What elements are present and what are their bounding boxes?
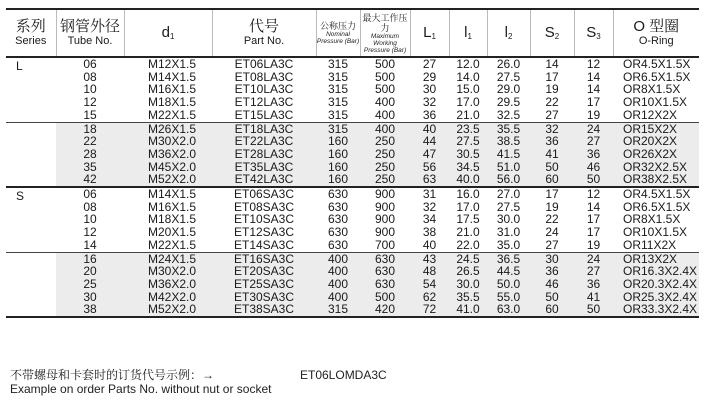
cell-value: OR15X2X bbox=[623, 121, 678, 136]
max-pressure-cell bbox=[360, 122, 410, 187]
cell-value: 14 bbox=[586, 82, 601, 97]
cell-value: 315 bbox=[327, 107, 349, 122]
cell-value: 160 bbox=[327, 159, 349, 174]
cell-value: 19 bbox=[545, 199, 559, 214]
cell-value: 27 bbox=[586, 264, 601, 279]
part-no-cell bbox=[212, 122, 316, 187]
cell-value: 34 bbox=[422, 212, 437, 227]
cell-value: 50 bbox=[586, 302, 601, 317]
cell-value: 38 bbox=[83, 302, 97, 317]
nominal-pressure-cell bbox=[316, 187, 360, 252]
cell-value: 24.5 bbox=[456, 251, 480, 266]
cell-value: 30.5 bbox=[456, 146, 480, 161]
order-note-en: Example on order Parts No. without nut or socket bbox=[10, 382, 272, 396]
cell-value: 38.5 bbox=[496, 134, 521, 149]
header-max-pressure: 最大工作压力 Maximum Working Pressure (Bar) bbox=[360, 9, 410, 57]
cell-value: 48 bbox=[422, 264, 437, 279]
cell-value: 250 bbox=[374, 159, 396, 174]
cell-value: 35.0 bbox=[496, 237, 521, 252]
cell-value: 500 bbox=[374, 82, 396, 97]
cell-value: 41 bbox=[545, 146, 559, 161]
cell-value: M18X1.5 bbox=[148, 95, 197, 110]
cell-value: 27.5 bbox=[496, 199, 521, 214]
nominal-pressure-cell bbox=[316, 57, 360, 122]
cell-value: 35.5 bbox=[496, 121, 521, 136]
cell-value: 500 bbox=[374, 289, 396, 304]
cell-value: 22 bbox=[545, 212, 559, 227]
S2-cell bbox=[530, 187, 574, 252]
cell-value: M42X2.0 bbox=[148, 289, 197, 304]
cell-value: 22.0 bbox=[456, 237, 480, 252]
cell-value: 14.0 bbox=[456, 69, 480, 84]
cell-value: 14 bbox=[545, 57, 559, 71]
cell-value: 50 bbox=[545, 289, 559, 304]
cell-value: M16X1.5 bbox=[148, 199, 197, 214]
cell-value: 22 bbox=[83, 134, 97, 149]
cell-value: 160 bbox=[327, 172, 349, 187]
cell-value: ET15LA3C bbox=[234, 107, 294, 122]
cell-value: 630 bbox=[374, 276, 396, 291]
cell-value: 30.0 bbox=[456, 276, 480, 291]
cell-value: ET18LA3C bbox=[234, 121, 294, 136]
l1-cell bbox=[449, 122, 487, 187]
header-part-no: 代号 Part No. bbox=[212, 9, 316, 57]
cell-value: 315 bbox=[327, 302, 349, 317]
cell-value: 40.0 bbox=[456, 172, 480, 187]
series-cell: L bbox=[16, 59, 23, 73]
cell-value: 32.5 bbox=[496, 107, 521, 122]
cell-value: 60 bbox=[545, 302, 559, 317]
cell-value: 29.5 bbox=[496, 95, 521, 110]
d1-cell bbox=[124, 122, 212, 187]
l1-cell bbox=[449, 57, 487, 122]
cell-value: 19 bbox=[545, 82, 559, 97]
header-oring: O 型圈 O-Ring bbox=[613, 9, 699, 57]
cell-value: 17 bbox=[586, 225, 601, 240]
cell-value: OR11X2X bbox=[623, 237, 677, 252]
cell-value: OR20.3X2.4X bbox=[623, 276, 698, 291]
cell-value: 17.0 bbox=[456, 199, 480, 214]
cell-value: 12.0 bbox=[456, 57, 480, 71]
tube-cell bbox=[56, 57, 124, 122]
oring-cell bbox=[613, 187, 699, 252]
cell-value: 35.5 bbox=[456, 289, 480, 304]
table-row-group bbox=[6, 122, 699, 187]
cell-value: 25 bbox=[83, 276, 97, 291]
S2-cell bbox=[530, 122, 574, 187]
cell-value: 12 bbox=[586, 57, 601, 71]
cell-value: 14 bbox=[586, 69, 601, 84]
cell-value: ET42LA3C bbox=[234, 172, 294, 187]
l2-cell bbox=[487, 252, 530, 317]
cell-value: 32 bbox=[422, 199, 437, 214]
cell-value: 21.0 bbox=[456, 225, 480, 240]
cell-value: M18X1.5 bbox=[148, 212, 197, 227]
cell-value: 630 bbox=[374, 264, 396, 279]
cell-value: 250 bbox=[374, 172, 396, 187]
max-pressure-cell bbox=[360, 57, 410, 122]
L1-cell bbox=[410, 57, 449, 122]
cell-value: 63.0 bbox=[496, 302, 521, 317]
cell-value: M12X1.5 bbox=[148, 57, 197, 71]
cell-value: 17 bbox=[586, 212, 601, 227]
cell-value: 30 bbox=[83, 289, 97, 304]
cell-value: 630 bbox=[327, 187, 349, 202]
cell-value: 10 bbox=[83, 212, 97, 227]
cell-value: OR4.5X1.5X bbox=[623, 187, 691, 202]
cell-value: 12 bbox=[83, 95, 97, 110]
cell-value: 32 bbox=[422, 95, 437, 110]
cell-value: 20 bbox=[83, 264, 97, 279]
cell-value: 630 bbox=[327, 225, 349, 240]
cell-value: 400 bbox=[374, 107, 396, 122]
cell-value: 17 bbox=[545, 69, 559, 84]
cell-value: 19 bbox=[586, 237, 601, 252]
cell-value: 43 bbox=[422, 251, 437, 266]
cell-value: 400 bbox=[374, 95, 396, 110]
cell-value: 400 bbox=[374, 121, 396, 136]
cell-value: 17.5 bbox=[456, 212, 480, 227]
cell-value: 15.0 bbox=[456, 82, 480, 97]
max-pressure-cell bbox=[360, 252, 410, 317]
cell-value: 23.5 bbox=[456, 121, 480, 136]
cell-value: 36 bbox=[586, 276, 601, 291]
cell-value: 50.0 bbox=[496, 276, 521, 291]
cell-value: 27.5 bbox=[496, 69, 521, 84]
cell-value: 400 bbox=[327, 289, 349, 304]
cell-value: 56 bbox=[422, 159, 437, 174]
cell-value: 36 bbox=[545, 134, 559, 149]
cell-value: M36X2.0 bbox=[148, 146, 197, 161]
series-cell bbox=[6, 252, 56, 317]
cell-value: 24 bbox=[586, 121, 601, 136]
cell-value: OR8X1.5X bbox=[623, 212, 681, 227]
cell-value: 630 bbox=[374, 251, 396, 266]
cell-value: 900 bbox=[374, 212, 396, 227]
l1-cell bbox=[449, 252, 487, 317]
cell-value: ET14SA3C bbox=[233, 237, 295, 252]
cell-value: ET16SA3C bbox=[233, 251, 295, 266]
cell-value: M20X1.5 bbox=[148, 225, 197, 240]
l2-cell bbox=[487, 57, 530, 122]
cell-value: 17 bbox=[545, 187, 559, 202]
cell-value: OR38X2.5X bbox=[623, 172, 688, 187]
cell-value: 41.5 bbox=[496, 146, 521, 161]
header-L1: $L_1$ bbox=[410, 9, 449, 57]
cell-value: M36X2.0 bbox=[148, 276, 197, 291]
cell-value: M22X1.5 bbox=[148, 237, 197, 252]
cell-value: 27 bbox=[422, 57, 437, 71]
cell-value: 50 bbox=[586, 172, 601, 187]
cell-value: 500 bbox=[374, 57, 396, 71]
cell-value: OR32X2.5X bbox=[623, 159, 688, 174]
table-row-group bbox=[6, 252, 699, 317]
L1-cell bbox=[410, 122, 449, 187]
parts-table bbox=[6, 8, 699, 318]
cell-value: 630 bbox=[327, 212, 349, 227]
cell-value: 500 bbox=[374, 69, 396, 84]
S2-cell bbox=[530, 57, 574, 122]
cell-value: M30X2.0 bbox=[148, 134, 197, 149]
cell-value: M52X2.0 bbox=[148, 172, 197, 187]
cell-value: 160 bbox=[327, 146, 349, 161]
l2-cell bbox=[487, 187, 530, 252]
S3-cell bbox=[574, 57, 613, 122]
cell-value: 900 bbox=[374, 187, 396, 202]
cell-value: 14 bbox=[83, 237, 97, 252]
cell-value: 40 bbox=[422, 121, 437, 136]
nominal-pressure-cell bbox=[316, 252, 360, 317]
cell-value: M14X1.5 bbox=[148, 69, 197, 84]
cell-value: 12 bbox=[83, 225, 97, 240]
series-cell bbox=[6, 122, 56, 187]
cell-value: OR25.3X2.4X bbox=[623, 289, 698, 304]
header-tube: 钢管外径 Tube No. bbox=[56, 9, 124, 57]
cell-value: 17 bbox=[586, 95, 601, 110]
cell-value: OR8X1.5X bbox=[623, 82, 681, 97]
oring-cell bbox=[613, 252, 699, 317]
cell-value: M24X1.5 bbox=[148, 251, 197, 266]
cell-value: 51.0 bbox=[496, 159, 521, 174]
part-no-cell bbox=[212, 187, 316, 252]
cell-value: 56.0 bbox=[496, 172, 521, 187]
cell-value: OR26X2X bbox=[623, 146, 678, 161]
cell-value: 50 bbox=[545, 159, 559, 174]
cell-value: 54 bbox=[422, 276, 437, 291]
cell-value: 160 bbox=[327, 134, 349, 149]
cell-value: ET35LA3C bbox=[234, 159, 294, 174]
cell-value: 30 bbox=[545, 251, 559, 266]
cell-value: 36 bbox=[422, 107, 437, 122]
cell-value: OR10X1.5X bbox=[623, 95, 688, 110]
table-row-group bbox=[6, 187, 699, 252]
part-no-cell bbox=[212, 57, 316, 122]
header-series: 系列 Series bbox=[6, 9, 56, 57]
cell-value: 42 bbox=[83, 172, 97, 187]
cell-value: 630 bbox=[327, 237, 349, 252]
series-cell: S bbox=[6, 187, 56, 252]
cell-value: 250 bbox=[374, 146, 396, 161]
cell-value: 27.5 bbox=[456, 134, 480, 149]
cell-value: ET08LA3C bbox=[234, 69, 294, 84]
cell-value: 72 bbox=[422, 302, 437, 317]
cell-value: ET12SA3C bbox=[233, 225, 295, 240]
cell-value: ET12LA3C bbox=[234, 95, 294, 110]
order-example-code: ET06LOMDA3C bbox=[300, 368, 387, 382]
cell-value: 400 bbox=[327, 251, 349, 266]
cell-value: 22 bbox=[545, 95, 559, 110]
tube-cell bbox=[56, 122, 124, 187]
d1-cell bbox=[124, 252, 212, 317]
cell-value: OR4.5X1.5X bbox=[623, 57, 691, 71]
cell-value: 24 bbox=[586, 251, 601, 266]
cell-value: 12 bbox=[586, 187, 601, 202]
cell-value: 46 bbox=[545, 276, 559, 291]
cell-value: 315 bbox=[327, 95, 349, 110]
cell-value: 27 bbox=[545, 107, 559, 122]
cell-value: 900 bbox=[374, 199, 396, 214]
tube-cell bbox=[56, 252, 124, 317]
cell-value: 18 bbox=[83, 121, 97, 136]
cell-value: 41.0 bbox=[456, 302, 480, 317]
cell-value: 31 bbox=[422, 187, 437, 202]
cell-value: M22X1.5 bbox=[148, 107, 197, 122]
cell-value: 16 bbox=[83, 251, 97, 266]
cell-value: 10 bbox=[83, 82, 97, 97]
cell-value: 40 bbox=[422, 237, 437, 252]
oring-cell bbox=[613, 57, 699, 122]
l1-cell bbox=[449, 187, 487, 252]
cell-value: M52X2.0 bbox=[148, 302, 197, 317]
cell-value: 32 bbox=[545, 121, 559, 136]
cell-value: 15 bbox=[83, 107, 97, 122]
cell-value: 08 bbox=[83, 199, 97, 214]
header-S2: $S_2$ bbox=[530, 9, 574, 57]
cell-value: ET38SA3C bbox=[233, 302, 295, 317]
cell-value: 36.5 bbox=[496, 251, 521, 266]
cell-value: ET22LA3C bbox=[234, 134, 294, 149]
cell-value: 19 bbox=[586, 107, 601, 122]
L1-cell bbox=[410, 187, 449, 252]
S3-cell bbox=[574, 252, 613, 317]
cell-value: M16X1.5 bbox=[148, 82, 197, 97]
cell-value: 06 bbox=[83, 187, 97, 202]
cell-value: 315 bbox=[327, 57, 349, 71]
cell-value: 315 bbox=[327, 82, 349, 97]
cell-value: ET28LA3C bbox=[234, 146, 294, 161]
cell-value: ET06LA3C bbox=[234, 57, 294, 71]
cell-value: 31.0 bbox=[496, 225, 521, 240]
header-row bbox=[6, 9, 699, 57]
cell-value: 28 bbox=[83, 146, 97, 161]
cell-value: 36 bbox=[586, 146, 601, 161]
cell-value: M26X1.5 bbox=[148, 121, 197, 136]
cell-value: 16.0 bbox=[456, 187, 480, 202]
cell-value: 30.0 bbox=[496, 212, 521, 227]
cell-value: OR20X2X bbox=[623, 134, 678, 149]
oring-cell bbox=[613, 122, 699, 187]
cell-value: 35 bbox=[83, 159, 97, 174]
order-note-zh: 不带螺母和卡套时的订货代号示例：→ bbox=[10, 368, 215, 382]
cell-value: OR16.3X2.4X bbox=[623, 264, 698, 279]
cell-value: 315 bbox=[327, 69, 349, 84]
cell-value: 62 bbox=[422, 289, 437, 304]
cell-value: 27.0 bbox=[496, 187, 521, 202]
header-l2: $l_2$ bbox=[487, 9, 530, 57]
cell-value: ET08SA3C bbox=[233, 199, 295, 214]
tube-cell bbox=[56, 187, 124, 252]
cell-value: ET10SA3C bbox=[233, 212, 295, 227]
cell-value: ET10LA3C bbox=[234, 82, 294, 97]
cell-value: 27 bbox=[545, 237, 559, 252]
max-pressure-cell bbox=[360, 187, 410, 252]
header-S3: $S_3$ bbox=[574, 9, 613, 57]
cell-value: 06 bbox=[83, 57, 97, 71]
cell-value: OR13X2X bbox=[623, 251, 678, 266]
cell-value: 30 bbox=[422, 82, 437, 97]
d1-cell bbox=[124, 187, 212, 252]
cell-value: M45X2.0 bbox=[148, 159, 197, 174]
cell-value: ET06SA3C bbox=[233, 187, 295, 202]
cell-value: 34.5 bbox=[456, 159, 480, 174]
cell-value: 47 bbox=[422, 146, 437, 161]
cell-value: 44 bbox=[422, 134, 437, 149]
cell-value: OR6.5X1.5X bbox=[623, 69, 691, 84]
l2-cell bbox=[487, 122, 530, 187]
cell-value: 29.0 bbox=[496, 82, 521, 97]
header-nominal-pressure: 公称压力 Nominal Pressure (Bar) bbox=[316, 9, 360, 57]
cell-value: ET20SA3C bbox=[233, 264, 295, 279]
L1-cell bbox=[410, 252, 449, 317]
cell-value: 36 bbox=[545, 264, 559, 279]
cell-value: 29 bbox=[422, 69, 437, 84]
cell-value: OR10X1.5X bbox=[623, 225, 688, 240]
cell-value: 08 bbox=[83, 69, 97, 84]
cell-value: 26.5 bbox=[456, 264, 480, 279]
cell-value: OR6.5X1.5X bbox=[623, 199, 691, 214]
S3-cell bbox=[574, 122, 613, 187]
cell-value: 250 bbox=[374, 134, 396, 149]
cell-value: OR12X2X bbox=[623, 107, 678, 122]
S2-cell bbox=[530, 252, 574, 317]
cell-value: ET25SA3C bbox=[233, 276, 295, 291]
cell-value: 38 bbox=[422, 225, 437, 240]
cell-value: 60 bbox=[545, 172, 559, 187]
cell-value: M30X2.0 bbox=[148, 264, 197, 279]
cell-value: 315 bbox=[327, 121, 349, 136]
cell-value: 900 bbox=[374, 225, 396, 240]
cell-value: 17.0 bbox=[456, 95, 480, 110]
cell-value: 44.5 bbox=[496, 264, 521, 279]
header-l1: $l_1$ bbox=[449, 9, 487, 57]
cell-value: 26.0 bbox=[496, 57, 521, 71]
cell-value: 400 bbox=[327, 276, 349, 291]
cell-value: 55.0 bbox=[496, 289, 521, 304]
cell-value: 41 bbox=[586, 289, 601, 304]
cell-value: OR33.3X2.4X bbox=[623, 302, 698, 317]
cell-value: 700 bbox=[374, 237, 396, 252]
order-note bbox=[10, 368, 271, 396]
cell-value: 27 bbox=[586, 134, 601, 149]
part-no-cell bbox=[212, 252, 316, 317]
table-row-group bbox=[6, 57, 699, 122]
d1-cell bbox=[124, 57, 212, 122]
cell-value: 420 bbox=[374, 302, 396, 317]
cell-value: M14X1.5 bbox=[148, 187, 197, 202]
header-d1: $d_1$ bbox=[124, 9, 212, 57]
S3-cell bbox=[574, 187, 613, 252]
cell-value: 46 bbox=[586, 159, 601, 174]
nominal-pressure-cell bbox=[316, 122, 360, 187]
cell-value: ET30SA3C bbox=[233, 289, 295, 304]
cell-value: 630 bbox=[327, 199, 349, 214]
cell-value: 21.0 bbox=[456, 107, 480, 122]
cell-value: 24 bbox=[545, 225, 559, 240]
cell-value: 63 bbox=[422, 172, 437, 187]
cell-value: 400 bbox=[327, 264, 349, 279]
cell-value: 14 bbox=[586, 199, 601, 214]
